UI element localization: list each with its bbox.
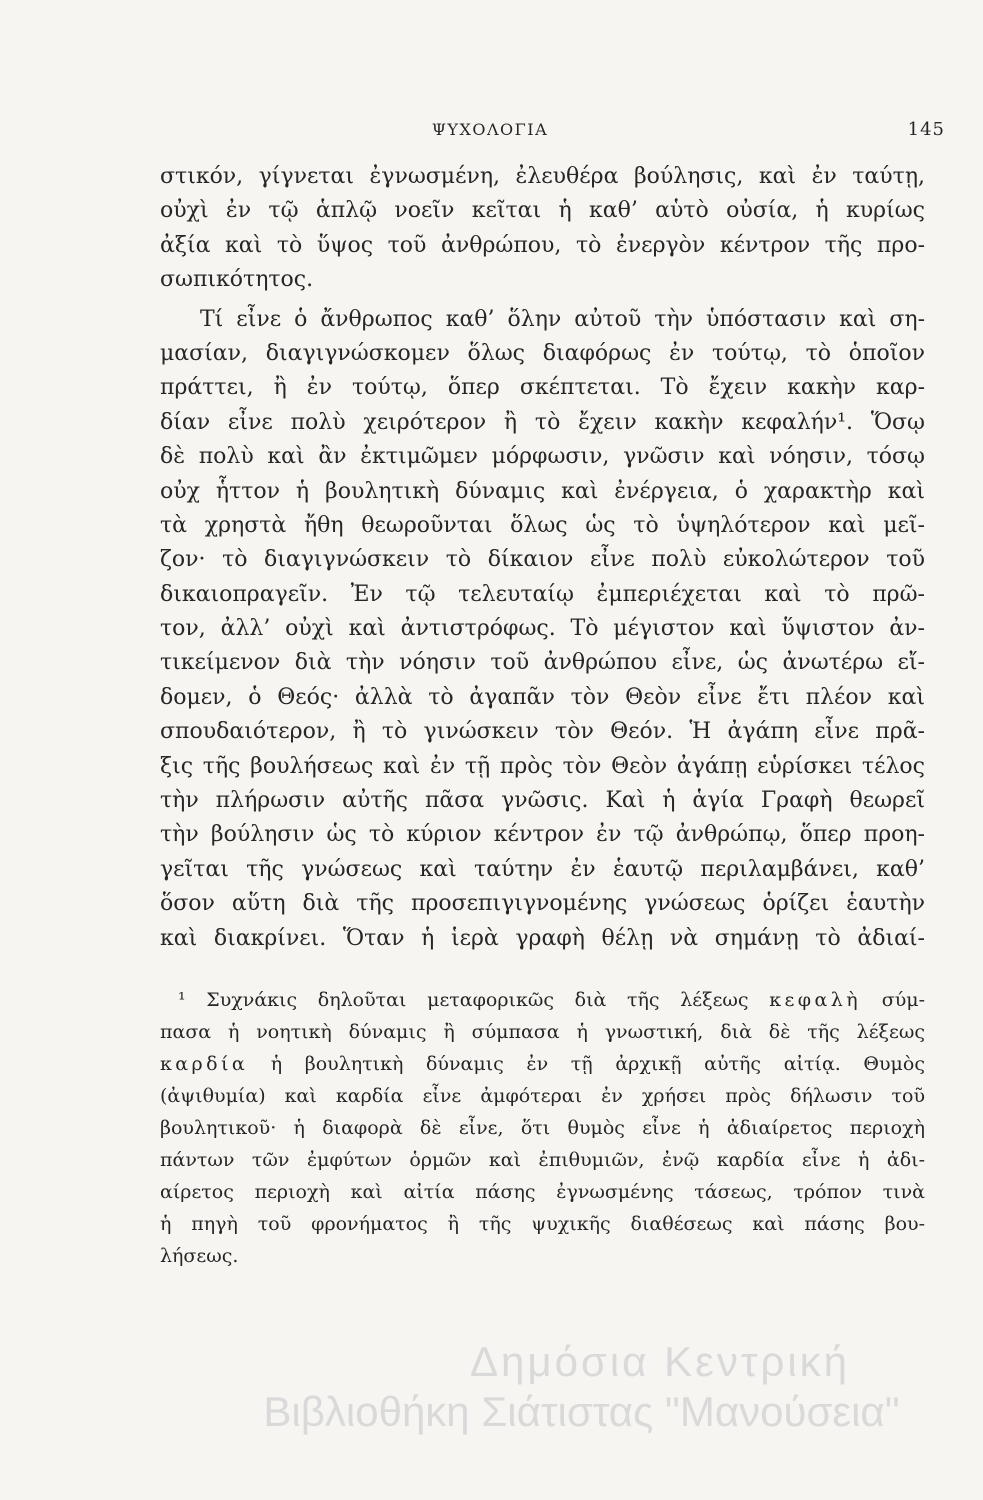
text-line: σπουδαιότερον, ἢ τὸ γινώσκειν τὸν Θεόν. Ἡ ἀγάπη εἶνε πρᾶ- [160,719,925,745]
footnote-line [160,984,925,1016]
emphasized-word: καρδία [160,1053,249,1075]
footnote-line: ἡ πηγὴ τοῦ φρονήματος ἢ τῆς ψυχικῆς διαθέσεως καὶ πάσης βου- [160,1213,925,1235]
footnote-marker: ¹ [178,989,186,1011]
footnote-line [160,1048,925,1080]
text-line: Τί εἶνε ὁ ἄνθρωπος καθ’ ὅλην αὐτοῦ τὴν ὑπόστασιν καὶ ση- [200,306,925,332]
text-line: στικόν, γίγνεται ἐγνωσμένη, ἐλευθέρα βούλησις, καὶ ἐν ταύτῃ, [160,164,925,189]
text-line: καὶ διακρίνει. Ὅταν ἡ ἱερὰ γραφὴ θέλῃ νὰ σημάνῃ τὸ ἀδιαί- [160,925,925,951]
footnote-line: αίρετος περιοχὴ καὶ αἰτία πάσης ἐγνωσμένης τάσεως, τρόπον τινὰ [160,1181,925,1203]
footnote-text: ἡ βουλητικὴ δύναμις ἐν τῇ ἀρχικῇ αὐτῆς αἰτίᾳ. Θυμὸς [270,1053,925,1075]
footnote-text: Συχνάκις δηλοῦται μεταφορικῶς διὰ τῆς λέξεως [206,989,749,1011]
text-line: τὰ χρηστὰ ἤθη θεωροῦνται ὅλως ὡς τὸ ὑψηλότερον καὶ μεῖ- [160,512,925,538]
text-line: δίαν εἶνε πολὺ χειρότερον ἢ τὸ ἔχειν κακὴν κεφαλήν¹. Ὅσῳ [160,409,925,435]
paragraph [160,160,925,298]
footnote-line: πάντων τῶν ἐμφύτων ὁρμῶν καὶ ἐπιθυμιῶν, ἐνῷ καρδία εἶνε ἡ ἀδι- [160,1149,925,1171]
text-line: τὴν βούλησιν ὡς τὸ κύριον κέντρον ἐν τῷ ἀνθρώπῳ, ὅπερ προη- [160,822,925,848]
text-line: ἀξία καὶ τὸ ὕψος τοῦ ἀνθρώπου, τὸ ἐνεργὸν κέντρον τῆς προ- [160,232,925,258]
text-line: μασίαν, διαγιγνώσκομεν ὅλως διαφόρως ἐν τούτῳ, τὸ ὁποῖον [160,340,925,366]
paragraph [160,303,925,956]
running-head [0,117,983,143]
footnote [160,984,925,1272]
footnote-line: βουλητικοῦ· ἡ διαφορὰ δὲ εἶνε, ὅτι θυμὸς εἶνε ἡ ἀδιαίρετος περιοχὴ [160,1117,925,1139]
footnote-line: πασα ἡ νοητικὴ δύναμις ἢ σύμπασα ἡ γνωστική, διὰ δὲ τῆς λέξεως [160,1021,925,1043]
text-line: ὅσον αὕτη διὰ τῆς προσεπιγιγνομένης γνώσεως ὁρίζει ἑαυτὴν [160,891,925,917]
body-text [160,160,925,956]
text-line: τικείμενον διὰ τὴν νόησιν τοῦ ἀνθρώπου εἶνε, ὡς ἀνωτέρω εἴ- [160,650,925,676]
running-title: ΨΥΧΟΛΟΓΙΑ [431,120,549,139]
text-line: ζον· τὸ διαγιγνώσκειν τὸ δίκαιον εἶνε πολὺ εὐκολώτερον τοῦ [160,547,925,573]
library-watermark-line-2: Βιβλιοθήκη Σιάτιστας "Μανούσεια" [263,1388,900,1435]
text-line: τὴν πλήρωσιν αὐτῆς πᾶσα γνῶσις. Καὶ ἡ ἁγία Γραφὴ θεωρεῖ [160,788,925,814]
text-line: ξις τῆς βουλήσεως καὶ ἐν τῇ πρὸς τὸν Θεὸν ἀγάπῃ εὑρίσκει τέλος [160,753,925,779]
footnote-line: (ἀψιθυμία) καὶ καρδία εἶνε ἀμφότεραι ἐν χρήσει πρὸς δήλωσιν τοῦ [160,1085,925,1107]
text-line: οὐχ ἧττον ἡ βουλητικὴ δύναμις καὶ ἐνέργεια, ὁ χαρακτὴρ καὶ [160,478,925,504]
text-line: τον, ἀλλ’ οὐχὶ καὶ ἀντιστρόφως. Τὸ μέγιστον καὶ ὕψιστον ἀν- [160,616,925,642]
page-number: 145 [907,119,945,140]
emphasized-word: κεφαλὴ [769,989,862,1011]
footnote-line: λήσεως. [160,1245,239,1267]
text-line: οὐχὶ ἐν τῷ ἁπλῷ νοεῖν κεῖται ἡ καθ’ αὑτὸ οὐσία, ἡ κυρίως [160,198,925,224]
text-line: γεῖται τῆς γνώσεως καὶ ταύτην ἐν ἑαυτῷ περιλαμβάνει, καθ’ [160,856,925,882]
footnote-text: σύμ- [881,989,926,1011]
text-line: πράττει, ἢ ἐν τούτῳ, ὅπερ σκέπτεται. Τὸ ἔχειν κακὴν καρ- [160,375,925,401]
text-line: σωπικότητος. [160,267,314,293]
library-watermark-line-1: Δημόσια Κεντρική [469,1338,851,1385]
text-line: δικαιοπραγεῖν. Ἐν τῷ τελευταίῳ ἐμπεριέχεται καὶ τὸ πρῶ- [160,581,925,607]
text-line: δὲ πολὺ καὶ ἂν ἐκτιμῶμεν μόρφωσιν, γνῶσιν καὶ νόησιν, τόσῳ [160,444,925,470]
text-line: δομεν, ὁ Θεός· ἀλλὰ τὸ ἀγαπᾶν τὸν Θεὸν εἶνε ἔτι πλέον καὶ [160,684,925,710]
